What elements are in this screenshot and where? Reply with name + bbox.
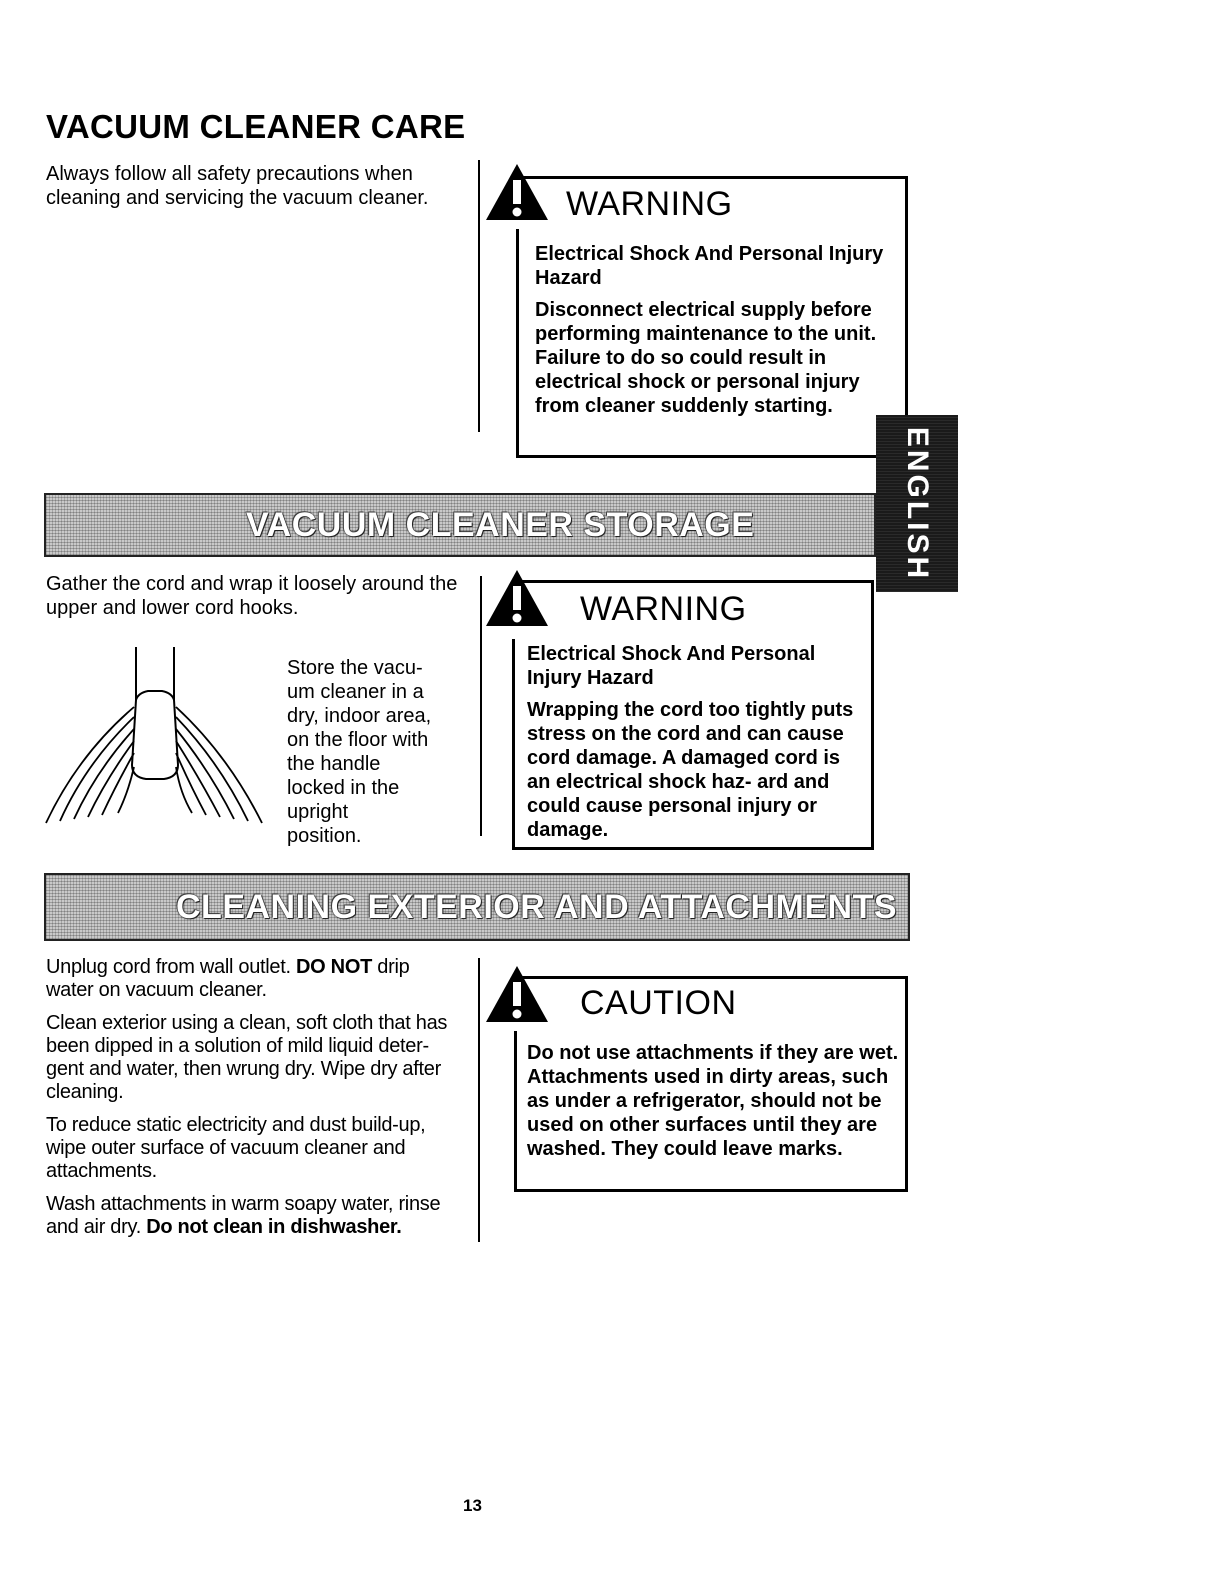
warning-subtitle: Electrical Shock And Personal Injury Hazard xyxy=(535,243,884,289)
caution-text xyxy=(527,1041,902,1169)
storage-line: upright xyxy=(287,801,349,823)
cleaning-paragraph xyxy=(46,1193,451,1239)
warning-heading: WARNING xyxy=(580,590,747,628)
language-tab xyxy=(876,415,958,592)
section-banner-storage xyxy=(44,493,876,557)
text-span: Unplug cord from wall outlet. xyxy=(46,956,291,978)
storage-text: Gather the cord and wrap it loosely around the upper and lower cord hooks. xyxy=(46,573,458,619)
storage-line: locked in the xyxy=(287,777,400,799)
caution-icon xyxy=(484,962,550,1024)
warning-text xyxy=(535,242,895,426)
cleaning-paragraph: To reduce static electricity and dust build-up, wipe outer surface of vacuum cleaner and attachments. xyxy=(46,1114,426,1182)
cleaning-paragraph xyxy=(46,956,451,1002)
warning-body: Wrapping the cord too tightly puts stress on the cord and can cause cord damage. A damaged cord is an electrical shock haz- ard and could cause personal injury or damage. xyxy=(527,699,854,841)
intro-text: Always follow all safety precautions when cleaning and servicing the vacuum cleaner. xyxy=(46,163,429,209)
language-tab-label: ENGLISH xyxy=(901,426,934,581)
banner-title: VACUUM CLEANER STORAGE xyxy=(246,505,755,544)
warning-text xyxy=(527,642,867,850)
storage-line: position. xyxy=(287,825,362,847)
warning-icon xyxy=(484,160,550,222)
storage-instructions xyxy=(287,656,477,848)
page-title: VACUUM CLEANER CARE xyxy=(46,108,466,145)
warning-body: Disconnect electrical supply before performing maintenance to the unit. Failure to do so could result in electrical shock or personal injury from cleaner suddenly starting. xyxy=(535,299,877,417)
storage-line: dry, indoor area, xyxy=(287,705,432,727)
banner-title: CLEANING EXTERIOR AND ATTACHMENTS xyxy=(176,887,898,926)
warning-icon xyxy=(484,566,550,628)
emphasis: DO NOT xyxy=(296,956,372,978)
caution-body: Do not use attachments if they are wet. Attachments used in dirty areas, such as under a refrigerator, should not be used on other surfaces until they are washed. They could leave marks. xyxy=(527,1042,899,1160)
text-span: Wash attachments in warm soapy water, rinse and air dry. xyxy=(46,1193,441,1238)
cleaning-paragraph: Clean exterior using a clean, soft cloth that has been dipped in a solution of mild liquid deter- gent and water, then wrung dry. Wipe dry after cleaning. xyxy=(46,1012,448,1103)
warning-subtitle: Electrical Shock And Personal Injury Hazard xyxy=(527,643,816,689)
column-divider xyxy=(478,958,480,1242)
warning-heading: WARNING xyxy=(566,185,733,223)
column-divider xyxy=(478,160,480,432)
cord-wrap-illustration xyxy=(38,645,278,855)
text-span: drip water on vacuum cleaner. xyxy=(46,956,410,1001)
caution-heading: CAUTION xyxy=(580,984,737,1022)
emphasis: Do not clean in dishwasher. xyxy=(146,1216,402,1238)
column-divider xyxy=(480,576,482,836)
cleaning-text xyxy=(46,956,451,1239)
storage-line: on the floor with xyxy=(287,729,429,751)
page-number: 13 xyxy=(463,1496,482,1515)
section-banner-cleaning xyxy=(44,873,910,941)
storage-line: um cleaner in a xyxy=(287,681,424,703)
storage-line: Store the vacu- xyxy=(287,657,423,679)
storage-line: the handle xyxy=(287,753,381,775)
